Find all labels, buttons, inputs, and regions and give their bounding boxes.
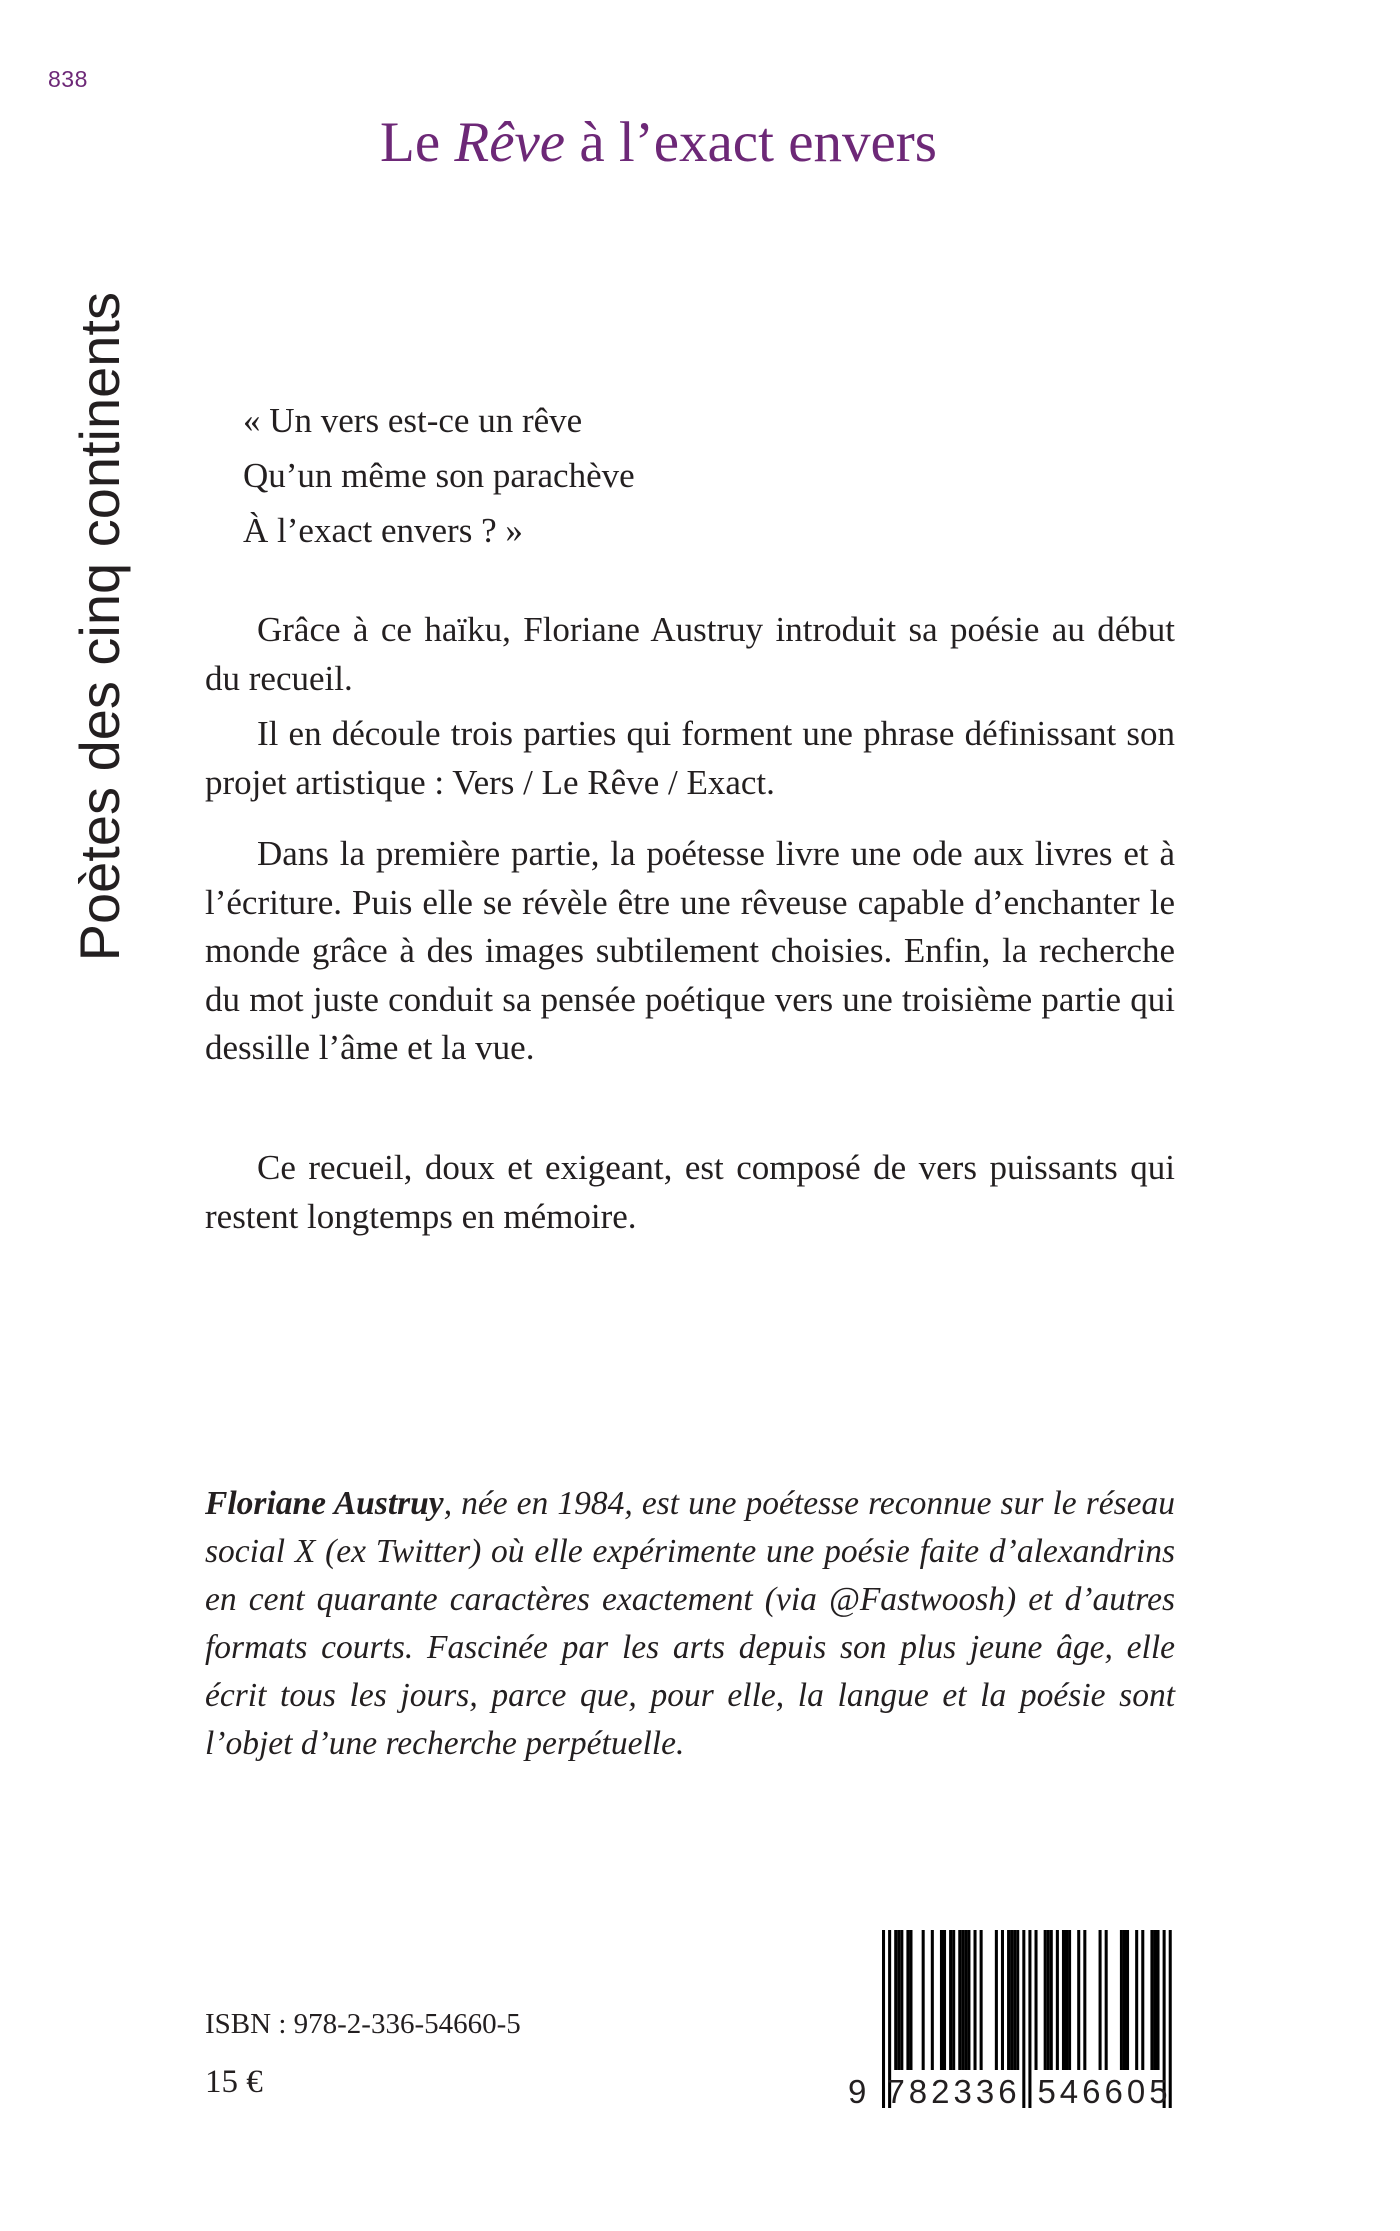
barcode-bar — [1056, 1930, 1059, 2070]
barcode-bar — [974, 1930, 977, 2070]
barcode-bar — [1150, 1930, 1153, 2070]
barcode-bar — [1065, 1930, 1068, 2070]
paragraph-conclusion — [205, 1144, 1175, 1241]
barcode-bar — [949, 1930, 952, 2070]
barcode-bar — [909, 1930, 912, 2070]
barcode-bar — [931, 1930, 934, 2070]
barcode-bar — [1044, 1930, 1047, 2070]
barcode-bar — [1047, 1930, 1050, 2070]
haiku — [243, 393, 1043, 558]
author-name: Floriane Austruy — [205, 1485, 444, 1522]
barcode-bar — [1013, 1930, 1016, 2070]
barcode-bar — [1126, 1930, 1129, 2070]
barcode-bar — [1068, 1930, 1071, 2070]
barcode-bar — [943, 1930, 946, 2070]
barcode-bar — [900, 1930, 903, 2070]
barcode-bar — [1141, 1930, 1144, 2070]
paragraph-structure — [205, 710, 1175, 807]
barcode-bar — [1153, 1930, 1156, 2070]
barcode-bar — [967, 1930, 970, 2070]
barcode-bar — [1083, 1930, 1086, 2070]
barcode-bar — [1123, 1930, 1126, 2070]
haiku-line-3: À l’exact envers ? » — [243, 511, 523, 550]
paragraph-intro — [205, 606, 1175, 703]
paragraph-2: Il en découle trois parties qui forment une phrase définissant son projet artistique : Vers / Le Rêve / Exact. — [205, 714, 1175, 802]
barcode-bar — [1120, 1930, 1123, 2070]
barcode-bar — [897, 1930, 900, 2070]
barcode-bar — [1007, 1930, 1010, 2070]
barcode-bar — [1077, 1930, 1080, 2070]
barcode-bar — [1050, 1930, 1053, 2070]
title-part1: Le — [380, 111, 455, 174]
barcode-bar — [1010, 1930, 1013, 2070]
barcode-bar — [961, 1930, 964, 2070]
barcode-bar — [980, 1930, 983, 2070]
barcode-bar — [958, 1930, 961, 2070]
barcode-bar — [894, 1930, 897, 2070]
barcode-bar — [1035, 1930, 1038, 2070]
barcode-bar — [1001, 1930, 1004, 2070]
barcode-bar — [964, 1930, 967, 2070]
series-name-text: Poètes des cinq continents — [68, 292, 131, 962]
title-italic: Rêve — [454, 111, 566, 174]
barcode-bar — [1099, 1930, 1102, 2070]
barcode-bar — [940, 1930, 943, 2070]
barcode-bar — [952, 1930, 955, 2070]
paragraph-1: Grâce à ce haïku, Floriane Austruy introduit sa poésie au début du recueil. — [205, 610, 1175, 698]
barcode-bar — [995, 1930, 998, 2070]
title-part2: à l’exact envers — [565, 111, 937, 174]
barcode-bar — [1157, 1930, 1160, 2070]
barcode-digits — [848, 2072, 1180, 2112]
paragraph-4: Ce recueil, doux et exigeant, est composé de vers puissants qui restent longtemps en mémoire. — [205, 1148, 1175, 1236]
barcode-bar — [1135, 1930, 1138, 2070]
haiku-line-1: « Un vers est-ce un rêve — [243, 401, 583, 440]
barcode-digit-first: 9 — [848, 2073, 867, 2110]
author-bio — [205, 1480, 1175, 1768]
barcode-digits-right: 546605 — [1037, 2073, 1172, 2110]
paragraph-3: Dans la première partie, la poétesse livre une ode aux livres et à l’écriture. Puis elle se révèle être une rêveuse capable d’enchanter le monde grâce à des images subtilement choisies. Enfin, la recherche du mot juste conduit sa pensée poétique vers une troisième partie qui dessille l’âme et la vue. — [205, 834, 1175, 1067]
book-title — [380, 110, 1230, 175]
barcode-bar — [922, 1930, 925, 2070]
barcode-bar — [1062, 1930, 1065, 2070]
barcode-bar — [906, 1930, 909, 2070]
price: 15 € — [205, 2064, 263, 2100]
barcode-bar — [1016, 1930, 1019, 2070]
paragraph-parts — [205, 830, 1175, 1073]
haiku-line-2: Qu’un même son parachève — [243, 456, 635, 495]
author-bio-text: , née en 1984, est une poétesse reconnue sur le réseau social X (ex Twitter) où elle expérimente une poésie faite d’alexandrins en cent quarante caractères exactement (via @Fastwoosh) et d’autres formats courts. Fascinée par les arts depuis son plus jeune âge, elle écrit tous les jours, parce que, pour elle, la langue et la poésie sont l’objet d’une recherche perpétuelle. — [205, 1485, 1176, 1762]
isbn: ISBN : 978-2-336-54660-5 — [205, 2008, 521, 2040]
barcode-bar — [1105, 1930, 1108, 2070]
barcode-digits-left: 782336 — [886, 2073, 1021, 2110]
series-number: 838 — [48, 66, 88, 92]
